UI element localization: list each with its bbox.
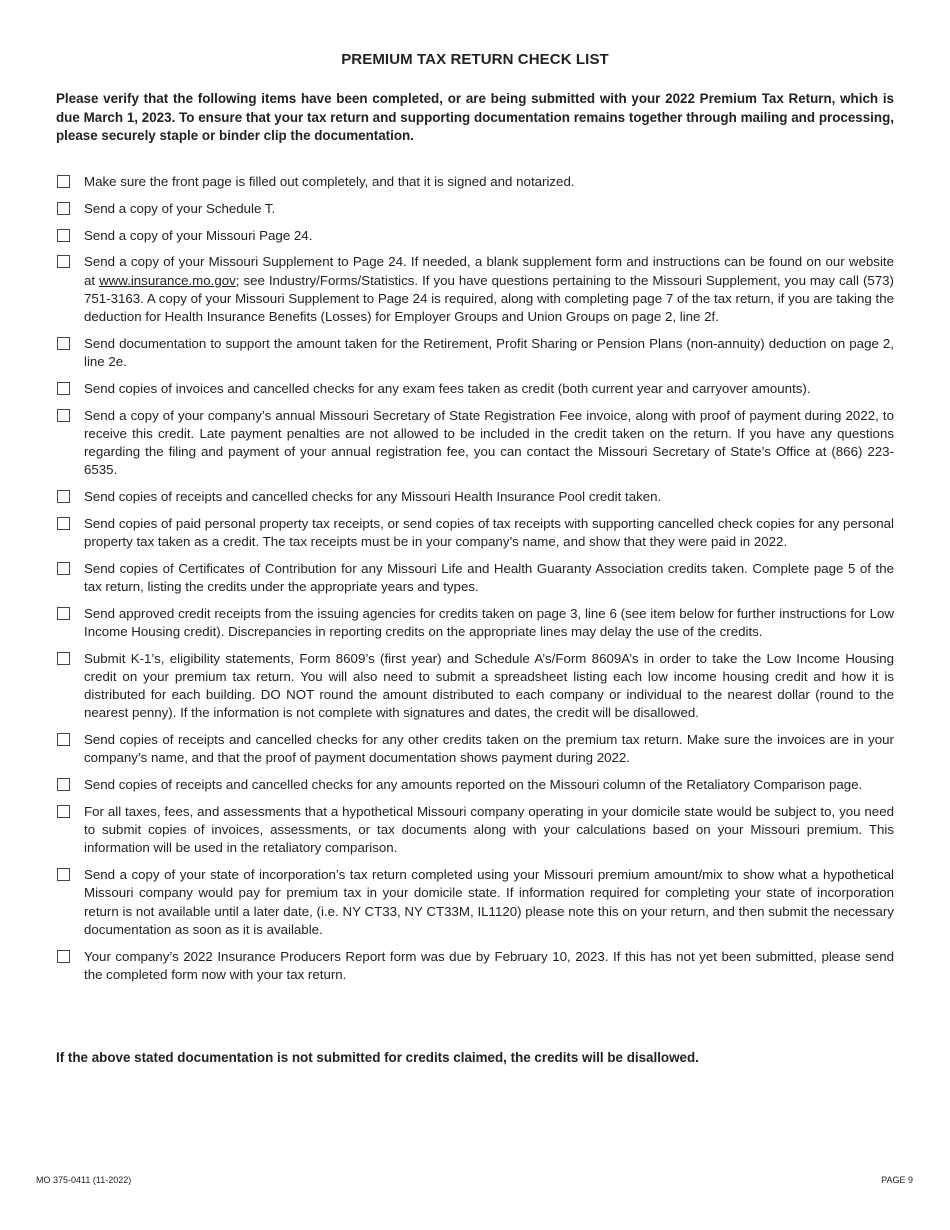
checklist-item-text: Send copies of receipts and cancelled checks for any Missouri Health Insurance Pool credit taken. <box>84 489 662 504</box>
checklist-item-text: Send copies of receipts and cancelled checks for any amounts reported on the Missouri column of the Retaliatory Comparison page. <box>84 777 863 793</box>
checkbox[interactable] <box>57 175 70 188</box>
checklist-item-retaliatory-comparison <box>56 776 894 794</box>
checklist-item-text: Your company’s 2022 Insurance Producers Report form was due by February 10, 2023. If this has not yet been submitted, please send the completed form now with your tax return. <box>84 948 894 982</box>
checkbox[interactable] <box>57 733 70 746</box>
checklist-item-low-income-housing <box>56 650 894 723</box>
checklist-item-taxes-fees-assessments <box>56 803 894 858</box>
checklist-item-retirement-deduction <box>56 335 894 371</box>
checkbox[interactable] <box>57 229 70 242</box>
checklist-item-exam-fees <box>56 380 894 398</box>
checklist-item-text <box>84 253 894 326</box>
checkbox[interactable] <box>57 607 70 620</box>
checklist-item-other-credits <box>56 731 894 767</box>
checkbox[interactable] <box>57 517 70 530</box>
form-number: MO 375-0411 (11-2022) <box>36 1175 132 1185</box>
page-title: PREMIUM TAX RETURN CHECK LIST <box>341 51 609 68</box>
checklist-item-schedule-t <box>56 200 894 218</box>
checklist-item-text: Send copies of invoices and cancelled checks for any exam fees taken as credit (both current year and carryover amounts). <box>84 380 811 396</box>
checkbox[interactable] <box>57 562 70 575</box>
intro-paragraph: Please verify that the following items have been completed, or are being submitted with your 2022 Premium Tax Return, which is due March 1, 2023. To ensure that your tax return and supporting documentation remains together through mailing and processing, please securely staple or binder clip the documentation. <box>56 91 894 144</box>
text-after-link: ; see Industry/Forms/Statistics. If you have questions pertaining to the Missouri Supplement, you may call (573) 751-3163. A copy of your Missouri Supplement to Page 24 is required, along with completing page 7 of the tax return, if you are taking the deduction for Health Insurance Benefits (Losses) for Employer Groups and Union Groups on page 2, line 2f. <box>84 272 894 324</box>
checklist-item-front-page <box>56 173 894 191</box>
checkbox[interactable] <box>57 382 70 395</box>
checkbox[interactable] <box>57 652 70 665</box>
checkbox[interactable] <box>57 337 70 350</box>
checklist-item-text: Send copies of receipts and cancelled checks for any other credits taken on the premium tax return. Make sure the invoices are in your company’s name, and that the proof of payment documentation shows payment during 2022. <box>84 732 894 766</box>
page-number: PAGE 9 <box>881 1175 913 1185</box>
checklist-item-registration-fee <box>56 407 894 480</box>
checklist-item-credit-receipts <box>56 605 894 641</box>
text-before-link: Send a copy of your Missouri Supplement to Page 24. If needed, a blank supplement form and instructions can be found on our website at <box>84 254 894 288</box>
checkbox[interactable] <box>57 409 70 422</box>
checklist-item-property-tax <box>56 515 894 551</box>
checklist <box>56 173 894 993</box>
checkbox[interactable] <box>57 490 70 503</box>
checklist-item-guaranty-association <box>56 560 894 596</box>
checklist-item-text: Submit K-1’s, eligibility statements, Form 8609’s (first year) and Schedule A’s/Form 8609A’s in order to take the Low Income Housing credit on your premium tax return. You will also need to submit a spreadsheet listing each low income housing credit and how it is distributed for each building. DO NOT round the amount distributed to each company or individual to the nearest dollar (round to the nearest penny). If the information is not complete with signatures and dates, the credit will be disallowed. <box>84 650 894 721</box>
checklist-item-page-24 <box>56 227 894 245</box>
checklist-item-text: Send a copy of your Schedule T. <box>84 200 276 216</box>
checklist-item-text: Make sure the front page is filled out completely, and that it is signed and notarized. <box>84 174 575 189</box>
checklist-item-text: For all taxes, fees, and assessments that a hypothetical Missouri company operating in your domicile state would be subject to, you need to submit copies of invoices, assessments, or tax documents along with your calculations based on your Missouri premium. This information will be used in the retaliatory comparison. <box>84 804 894 856</box>
checkbox[interactable] <box>57 255 70 268</box>
checkbox[interactable] <box>57 778 70 791</box>
checkbox[interactable] <box>57 202 70 215</box>
checklist-item-text: Send documentation to support the amount taken for the Retirement, Profit Sharing or Pension Plans (non-annuity) deduction on page 2, line 2e. <box>84 335 894 369</box>
checklist-item-producers-report <box>56 948 894 984</box>
checklist-item-text: Send a copy of your company’s annual Missouri Secretary of State Registration Fee invoice, along with proof of payment during 2022, to receive this credit. Late payment penalties are not allowed to be included in the credit taken on the return. If you have any questions regarding the filing and payment of your annual registration fee, you can contact the Missouri Secretary of State’s Office at (866) 223-6535. <box>84 407 894 478</box>
checklist-item-state-of-incorporation <box>56 866 894 939</box>
checklist-item-missouri-supplement <box>56 253 894 326</box>
checklist-item-text: Send copies of Certificates of Contribution for any Missouri Life and Health Guaranty Association credits taken. Complete page 5 of the tax return, listing the credits under the appropriate years and types. <box>84 560 894 594</box>
checkbox[interactable] <box>57 805 70 818</box>
checklist-item-text: Send a copy of your state of incorporation’s tax return completed using your Missouri premium amount/mix to show what a hypothetical Missouri company would pay for premium tax in your domicile state. If information required for completing your state of incorporation return is not available until a later date, (i.e. NY CT33, NY CT33M, IL1120) please note this on your return, and then submit the necessary documentation as soon as it is available. <box>84 867 894 937</box>
website-link[interactable]: www.insurance.mo.gov <box>99 272 236 288</box>
closing-statement: If the above stated documentation is not submitted for credits claimed, the credits will be disallowed. <box>56 1050 699 1065</box>
checklist-item-health-insurance-pool <box>56 488 894 506</box>
checkbox[interactable] <box>57 950 70 963</box>
checklist-item-text: Send approved credit receipts from the issuing agencies for credits taken on page 3, line 6 (see item below for further instructions for Low Income Housing credit). Discrepancies in reporting credits on the appropriate lines may delay the use of the credits. <box>84 605 894 639</box>
checklist-item-text: Send copies of paid personal property tax receipts, or send copies of tax receipts with supporting cancelled check copies for any personal property tax taken as a credit. The tax receipts must be in your company’s name, and show that they were paid in 2022. <box>84 515 894 549</box>
checklist-item-text: Send a copy of your Missouri Page 24. <box>84 227 313 243</box>
checkbox[interactable] <box>57 868 70 881</box>
